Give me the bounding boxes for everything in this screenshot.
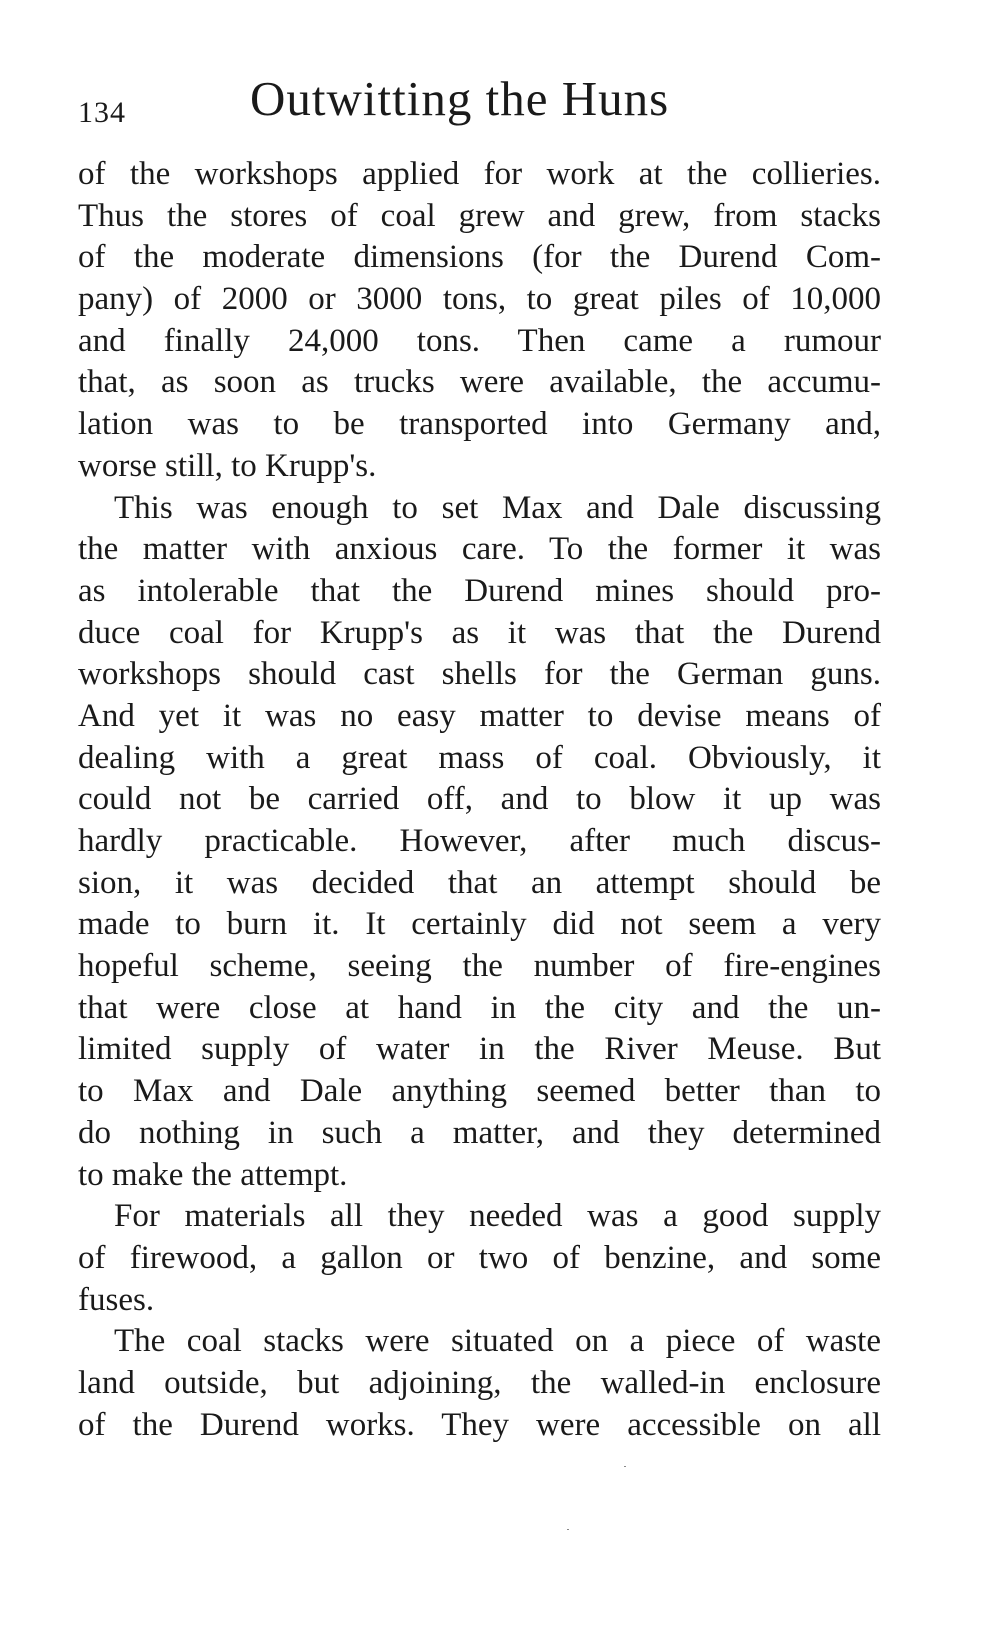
text-line: dealing with a great mass of coal. Obviously, it [78, 739, 881, 776]
scan-speck [567, 1529, 569, 1530]
text-line: to make the attempt. [78, 1156, 348, 1193]
text-line: duce coal for Krupp's as it was that the Durend [78, 614, 881, 651]
paragraph-start-line: For materials all they needed was a good supply [114, 1198, 881, 1235]
running-title: Outwitting the Huns [250, 71, 670, 126]
page-header [78, 70, 898, 140]
text-line: made to burn it. It certainly did not seem a very [78, 906, 881, 943]
text-line: of the Durend works. They were accessible on all [78, 1406, 881, 1443]
page-number: 134 [78, 96, 126, 129]
text-line: that were close at hand in the city and the un- [78, 989, 881, 1026]
text-line: to Max and Dale anything seemed better than to [78, 1073, 881, 1110]
text-line: sion, it was decided that an attempt should be [78, 864, 881, 901]
text-line: of the workshops applied for work at the collieries. [78, 156, 881, 192]
text-line: workshops should cast shells for the German guns. [78, 656, 881, 693]
text-line: lation was to be transported into Germany and, [78, 406, 881, 443]
text-line: do nothing in such a matter, and they determined [78, 1114, 881, 1151]
text-line: the matter with anxious care. To the former it was [78, 531, 881, 568]
text-line: worse still, to Krupp's. [78, 447, 377, 484]
paragraph-start-line: The coal stacks were situated on a piece of waste [114, 1323, 881, 1360]
text-line: and finally 24,000 tons. Then came a rumour [78, 322, 881, 359]
text-line: fuses. [78, 1281, 155, 1318]
scan-speck [624, 1466, 626, 1467]
text-line: that, as soon as trucks were available, the accumu- [78, 364, 881, 401]
text-line: Thus the stores of coal grew and grew, from stacks [78, 197, 881, 234]
text-line: hardly practicable. However, after much discus- [78, 823, 881, 859]
text-line: pany) of 2000 or 3000 tons, to great piles of 10,000 [78, 281, 881, 318]
text-line: land outside, but adjoining, the walled-in enclosure [78, 1364, 881, 1401]
body-text [78, 154, 881, 1446]
text-line: of the moderate dimensions (for the Durend Com- [78, 239, 881, 276]
text-line: limited supply of water in the River Meuse. But [78, 1031, 881, 1068]
text-line: of firewood, a gallon or two of benzine, and some [78, 1239, 881, 1276]
text-line: And yet it was no easy matter to devise means of [78, 697, 881, 734]
paragraph-start-line: This was enough to set Max and Dale discussing [114, 489, 881, 526]
text-line: could not be carried off, and to blow it up was [78, 781, 881, 818]
text-line: hopeful scheme, seeing the number of fire-engines [78, 948, 881, 985]
text-line: as intolerable that the Durend mines should pro- [78, 572, 881, 609]
